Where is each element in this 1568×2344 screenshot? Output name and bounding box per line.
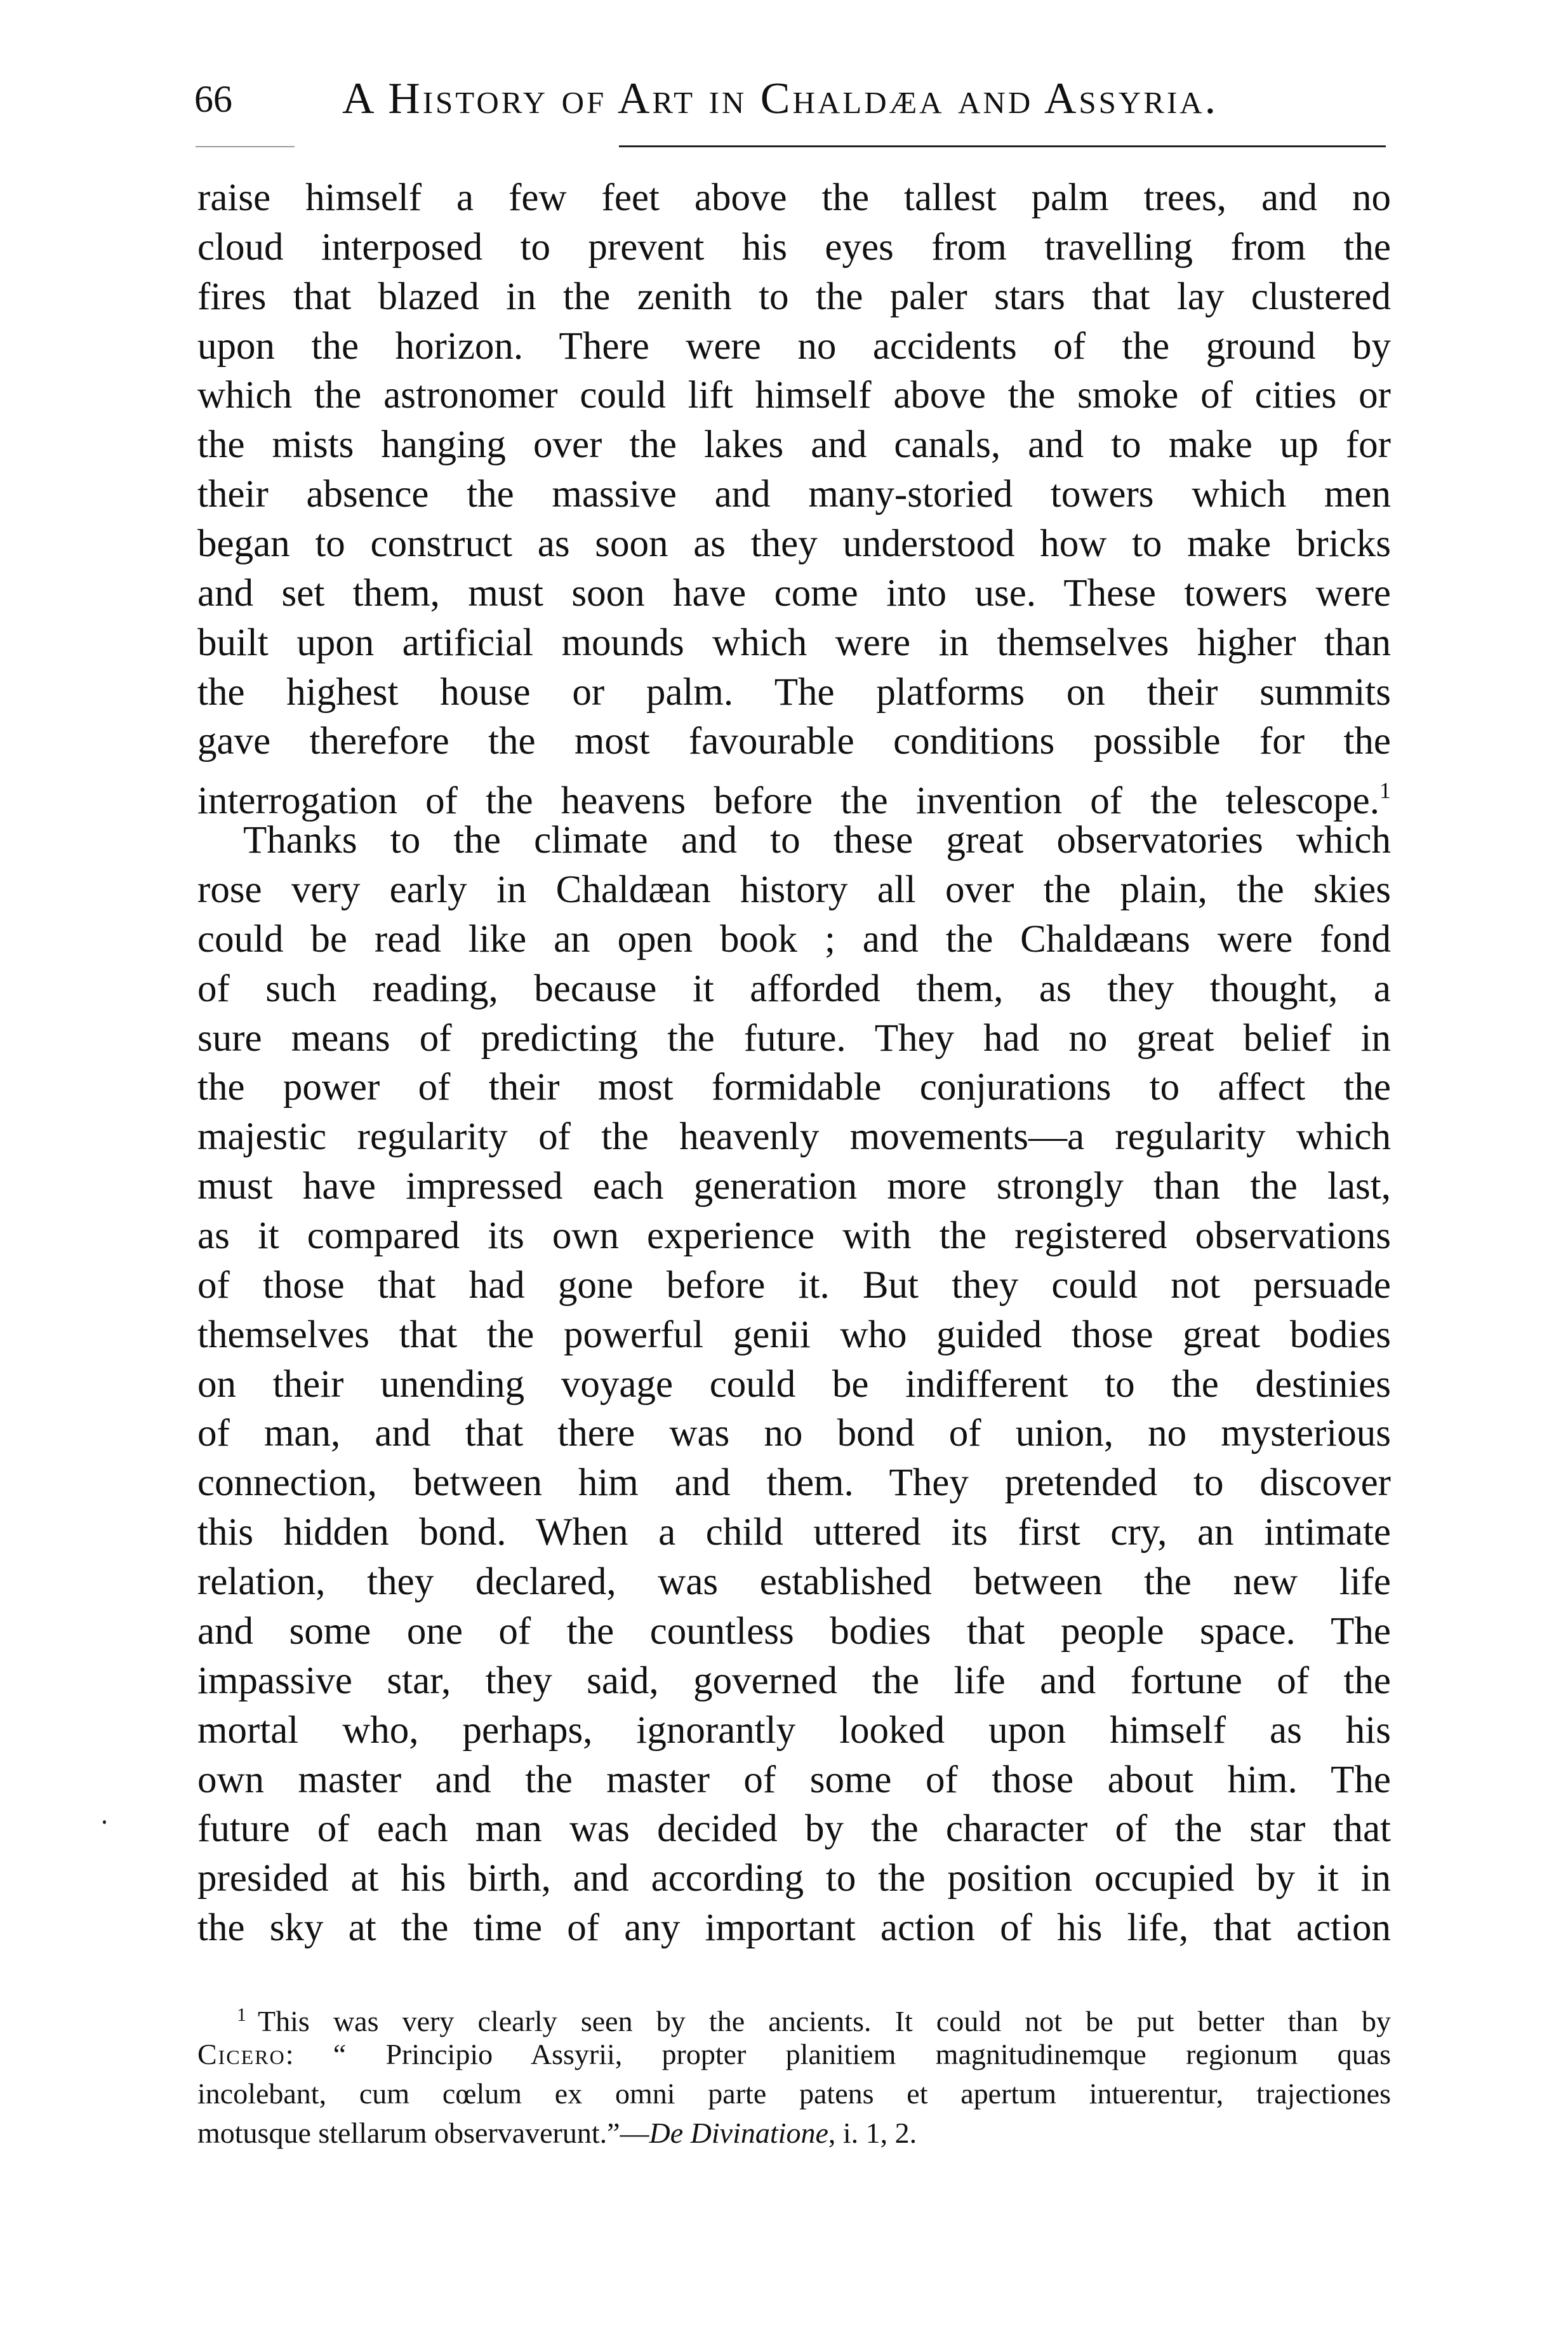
text-line: fires that blazed in the zenith to the paler stars that lay clustered	[197, 275, 1391, 318]
text-line: interrogation of the heavens before the invention of the telescope.$^1$	[197, 778, 1391, 823]
text-line: impassive star, they said, governed the life and fortune of the	[197, 1659, 1391, 1702]
text-line: of such reading, because it afforded them, as they thought, a	[197, 967, 1391, 1010]
text-line: the mists hanging over the lakes and canals, and to make up for	[197, 423, 1391, 467]
body-text	[197, 173, 1391, 1953]
running-header	[194, 74, 1400, 124]
text-line: mortal who, perhaps, ignorantly looked upon himself as his	[197, 1708, 1391, 1752]
text-line: raise himself a few feet above the tallest palm trees, and no	[197, 176, 1391, 219]
text-line: built upon artificial mounds which were in themselves higher than	[197, 621, 1391, 664]
text-line: the highest house or palm. The platforms on their summits	[197, 670, 1391, 714]
footnote-line	[197, 2114, 1391, 2153]
footnote-text: This was very clearly seen by the ancients. It could not be put better than by	[258, 2005, 1391, 2037]
text-line: and set them, must soon have come into use. These towers were	[197, 571, 1391, 615]
text-line: which the astronomer could lift himself above the smoke of cities or	[197, 374, 1391, 417]
text-line: this hidden bond. When a child uttered its first cry, an intimate	[197, 1511, 1391, 1554]
text-line: majestic regularity of the heavenly movements—a regularity which	[197, 1115, 1391, 1159]
text-line: cloud interposed to prevent his eyes from travelling from the	[197, 225, 1391, 269]
text-line: relation, they declared, was established between the new life	[197, 1561, 1391, 1604]
footnote-text: , i. 1, 2.	[828, 2117, 917, 2149]
footnote-text: : “ Principio Assyrii, propter planitiem magnitudinemque regionum quas	[285, 2038, 1391, 2070]
running-title: A History of Art in Chaldæa and Assyria.	[342, 74, 1219, 123]
text-line: their absence the massive and many-storied towers which men	[197, 473, 1391, 516]
text-line: could be read like an open book ; and the Chaldæans were fond	[197, 917, 1391, 961]
footnote-author: Cicero	[197, 2038, 286, 2070]
footnote-marker: 1	[237, 2004, 246, 2025]
footnote-line	[197, 1995, 1391, 2035]
text-line: connection, between him and them. They pretended to discover	[197, 1462, 1391, 1505]
margin-speck	[103, 1820, 106, 1824]
footnotes	[197, 1995, 1391, 2153]
text-line: sure means of predicting the future. They had no great belief in	[197, 1016, 1391, 1060]
text-line: the sky at the time of any important action of his life, that action	[197, 1907, 1391, 1950]
page-number: 66	[194, 78, 232, 120]
text-line: must have impressed each generation more strongly than the last,	[197, 1165, 1391, 1208]
text-line: as it compared its own experience with the registered observations	[197, 1215, 1391, 1258]
header-rule-fragment	[196, 146, 295, 147]
text-line: own master and the master of some of those about him. The	[197, 1758, 1391, 1801]
text-line: of man, and that there was no bond of union, no mysterious	[197, 1412, 1391, 1455]
text-line: upon the horizon. There were no accidents of the ground by	[197, 324, 1391, 368]
text-line: future of each man was decided by the character of the star that	[197, 1808, 1391, 1851]
text-line: rose very early in Chaldæan history all over the plain, the skies	[197, 869, 1391, 912]
text-line: began to construct as soon as they understood how to make bricks	[197, 523, 1391, 566]
footnote-reference: 1	[1379, 778, 1391, 804]
text-line: themselves that the powerful genii who guided those great bodies	[197, 1313, 1391, 1356]
text-line: Thanks to the climate and to these great observatories which	[243, 819, 1391, 862]
text-line: of those that had gone before it. But they could not persuade	[197, 1263, 1391, 1307]
footnote-line: incolebant, cum cœlum ex omni parte patens et apertum intuerentur, trajectiones	[197, 2077, 1391, 2110]
text-line: presided at his birth, and according to the position occupied by it in	[197, 1857, 1391, 1900]
header-rule	[619, 145, 1386, 147]
text-line: the power of their most formidable conjurations to affect the	[197, 1066, 1391, 1109]
footnote-citation-title: De Divinatione	[649, 2117, 828, 2149]
footnote-line	[197, 2035, 1391, 2074]
text-line: gave therefore the most favourable conditions possible for the	[197, 720, 1391, 763]
text-line: and some one of the countless bodies that people space. The	[197, 1609, 1391, 1653]
text-line: on their unending voyage could be indifferent to the destinies	[197, 1362, 1391, 1406]
footnote-text: motusque stellarum observaverunt.”—	[197, 2117, 649, 2149]
